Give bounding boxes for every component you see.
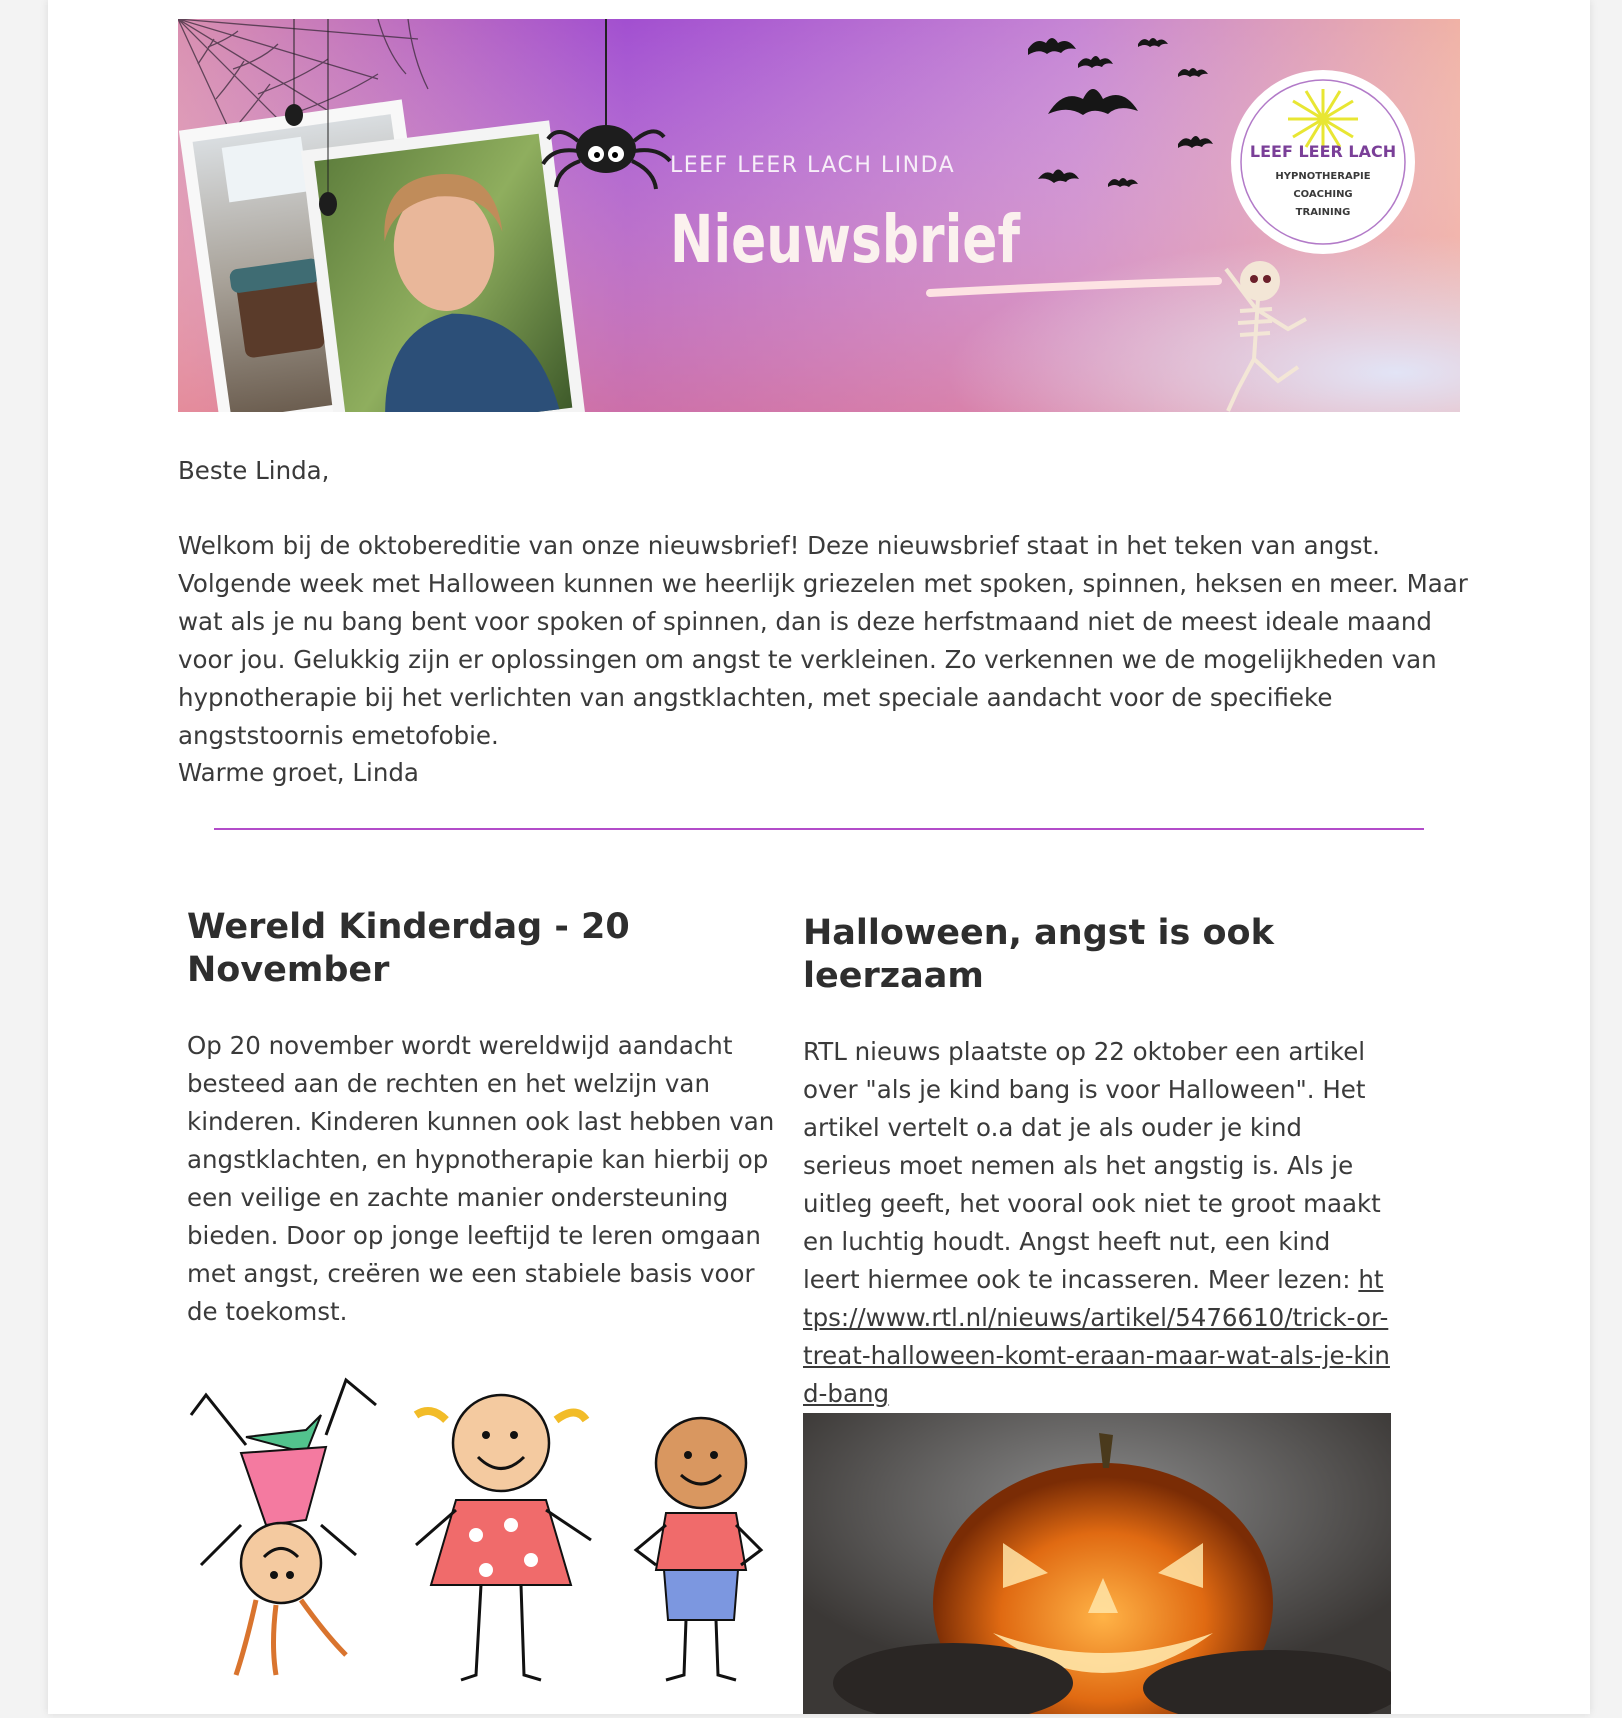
signoff: Warme groet, Linda [178, 758, 419, 787]
pumpkin-photo [803, 1413, 1391, 1714]
section-divider [214, 828, 1424, 830]
right-article-title: Halloween, angst is ook leerzaam [803, 913, 1274, 996]
logo-line-1: HYPNOTHERAPIE [1275, 171, 1371, 182]
logo-line-3: TRAINING [1295, 207, 1351, 218]
logo-line-2: COACHING [1293, 189, 1353, 200]
kid-boy-icon [636, 1418, 761, 1680]
left-article-text: Op 20 november wordt wereldwijd aandacht besteed aan de rechten en het welzijn van kinderen. Kinderen kunnen ook last hebben van angstklachten, en hypnotherapie kan hierbij op een veilige en zachte manier ondersteuning bieden. Door op jonge leeftijd te leren omgaan met angst, creëren we een stabiele basis voor de toekomst. [187, 1031, 775, 1326]
left-article-title: Wereld Kinderdag - 20 November [187, 907, 630, 990]
rtl-article-link[interactable]: https://www.rtl.nl/nieuws/artikel/5476610/trick-or-treat-halloween-komt-eraan-maar-wat-als-je-kind-bang [803, 1265, 1390, 1408]
right-article-text [803, 1033, 1393, 1413]
header-banner [178, 19, 1460, 412]
greeting: Beste Linda, [178, 456, 330, 485]
banner-subtitle: LEEF LEER LACH LINDA [670, 153, 956, 178]
kids-illustration [186, 1375, 766, 1714]
intro-paragraph: Welkom bij de oktobereditie van onze nieuwsbrief! Deze nieuwsbrief staat in het teken van angst. Volgende week met Halloween kunnen we heerlijk griezelen met spoken, spinnen, heksen en meer. Maar wat als je nu bang bent voor spoken of spinnen, dan is deze herfstmaand niet de meest ideale maand voor jou. Gelukkig zijn er oplossingen om angst te verkleinen. Zo verkennen we de mogelijkheden van hypnotherapie bij het verlichten van angstklachten, met speciale aandacht voor de specifieke angststoornis emetofobie. [178, 531, 1468, 750]
portrait-photo [301, 120, 586, 412]
right-article-body: RTL nieuws plaatste op 22 oktober een artikel over "als je kind bang is voor Halloween". Het artikel vertelt o.a dat je als ouder je kind serieus moet nemen als het angstig is. Als je uitleg geeft, het vooral ook niet te groot maakt en luchtig houdt. Angst heeft nut, een kind leert hiermee ook te incasseren. Meer lezen: [803, 1037, 1381, 1294]
banner-graphic [178, 19, 1460, 412]
kid-girl-icon [416, 1395, 591, 1680]
logo-badge [1231, 70, 1415, 254]
kid-upside-down-icon [191, 1380, 376, 1675]
logo-name: LEEF LEER LACH [1249, 142, 1397, 161]
banner-title: Nieuwsbrief [670, 201, 1022, 278]
